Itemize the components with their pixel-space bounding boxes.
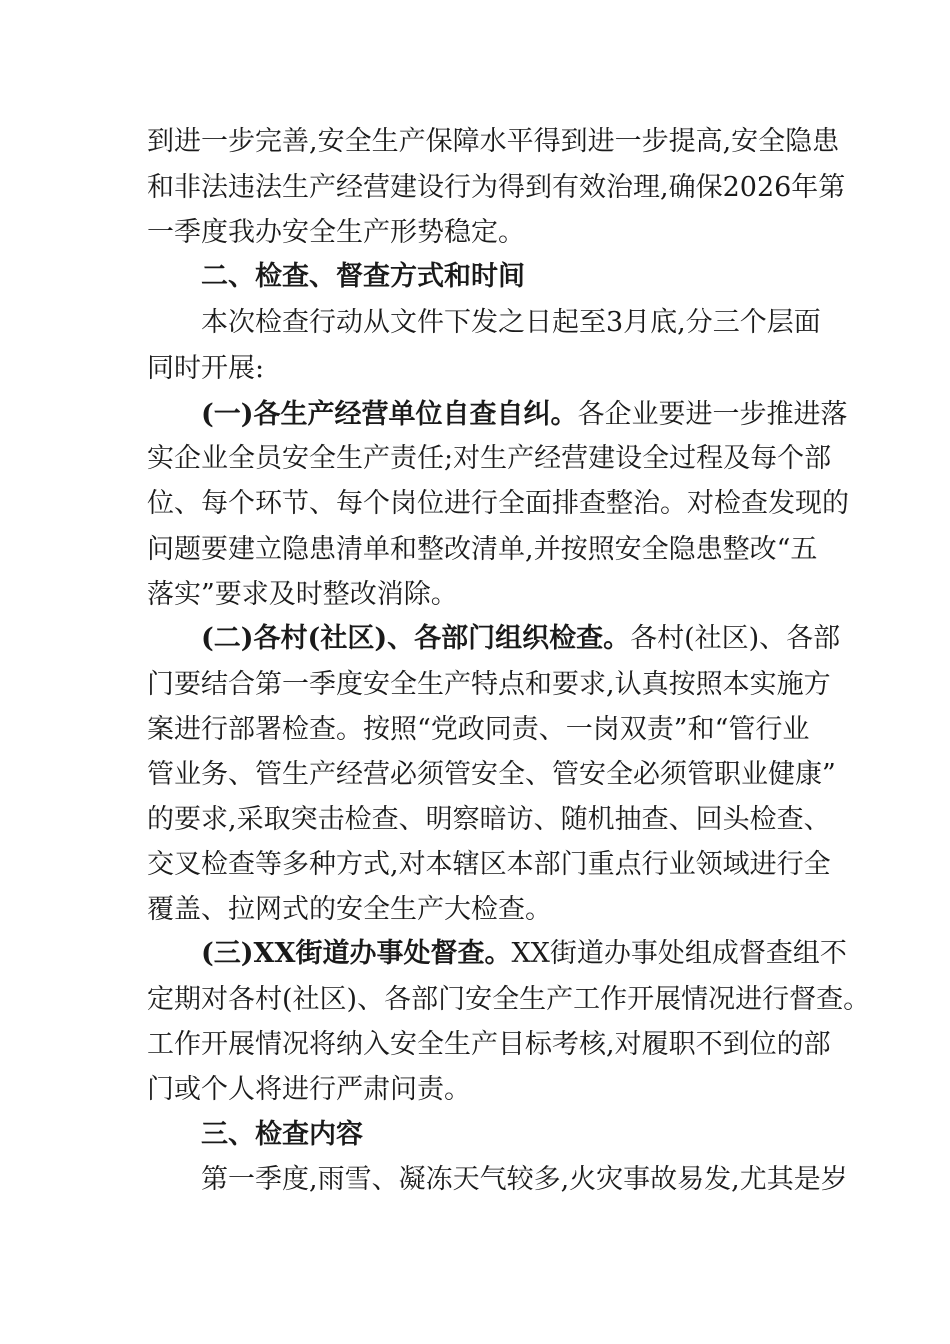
paragraph-line	[201, 395, 848, 435]
paragraph-line: 本次检查行动从文件下发之日起至3月底,分三个层面	[201, 307, 821, 338]
paragraph-line: 覆盖、拉网式的安全生产大检查。	[147, 894, 552, 925]
paragraph-line: 定期对各村(社区)、各部门安全生产工作开展情况进行督查。	[147, 984, 871, 1015]
paragraph-line: 落实”要求及时整改消除。	[147, 579, 458, 610]
paragraph-line: 到进一步完善,安全生产保障水平得到进一步提高,安全隐患	[147, 126, 840, 157]
section-heading-3: 三、检查内容	[201, 1119, 363, 1150]
paragraph-line: 交叉检查等多种方式,对本辖区本部门重点行业领域进行全	[147, 849, 831, 880]
paragraph-line: 第一季度,雨雪、凝冻天气较多,火灾事故易发,尤其是岁	[201, 1164, 848, 1195]
paragraph-line: 门要结合第一季度安全生产特点和要求,认真按照本实施方	[147, 669, 831, 700]
subsection-title-1: (一)各生产经营单位自查自纠。	[201, 399, 578, 430]
paragraph-line: 一季度我办安全生产形势稳定。	[147, 217, 525, 248]
paragraph-line	[201, 619, 841, 659]
paragraph-line	[201, 934, 847, 974]
paragraph-line: 门或个人将进行严肃问责。	[147, 1074, 471, 1105]
subsection-title-2: (二)各村(社区)、各部门组织检查。	[201, 623, 631, 654]
subsection-title-3: (三)XX街道办事处督查。	[201, 938, 512, 969]
section-heading-2: 二、检查、督查方式和时间	[201, 261, 525, 292]
paragraph-line: 的要求,采取突击检查、明察暗访、随机抽查、回头检查、	[147, 804, 831, 835]
paragraph-line: 同时开展:	[147, 353, 265, 384]
paragraph-line: 实企业全员安全生产责任;对生产经营建设全过程及每个部	[147, 443, 832, 474]
paragraph-line: 管业务、管生产经营必须管安全、管安全必须管职业健康”	[147, 759, 836, 790]
paragraph-line: 和非法违法生产经营建设行为得到有效治理,确保2026年第	[147, 172, 846, 203]
paragraph-line: 案进行部署检查。按照“党政同责、一岗双责”和“管行业	[147, 714, 810, 745]
paragraph-line: 位、每个环节、每个岗位进行全面排查整治。对检查发现的	[147, 488, 849, 519]
paragraph-line: 问题要建立隐患清单和整改清单,并按照安全隐患整改“五	[147, 534, 818, 565]
paragraph-text: 各村(社区)、各部	[630, 623, 841, 654]
paragraph-line: 工作开展情况将纳入安全生产目标考核,对履职不到位的部	[147, 1029, 831, 1060]
paragraph-text: XX街道办事处组成督查组不	[511, 938, 847, 969]
paragraph-text: 各企业要进一步推进落	[577, 399, 848, 430]
